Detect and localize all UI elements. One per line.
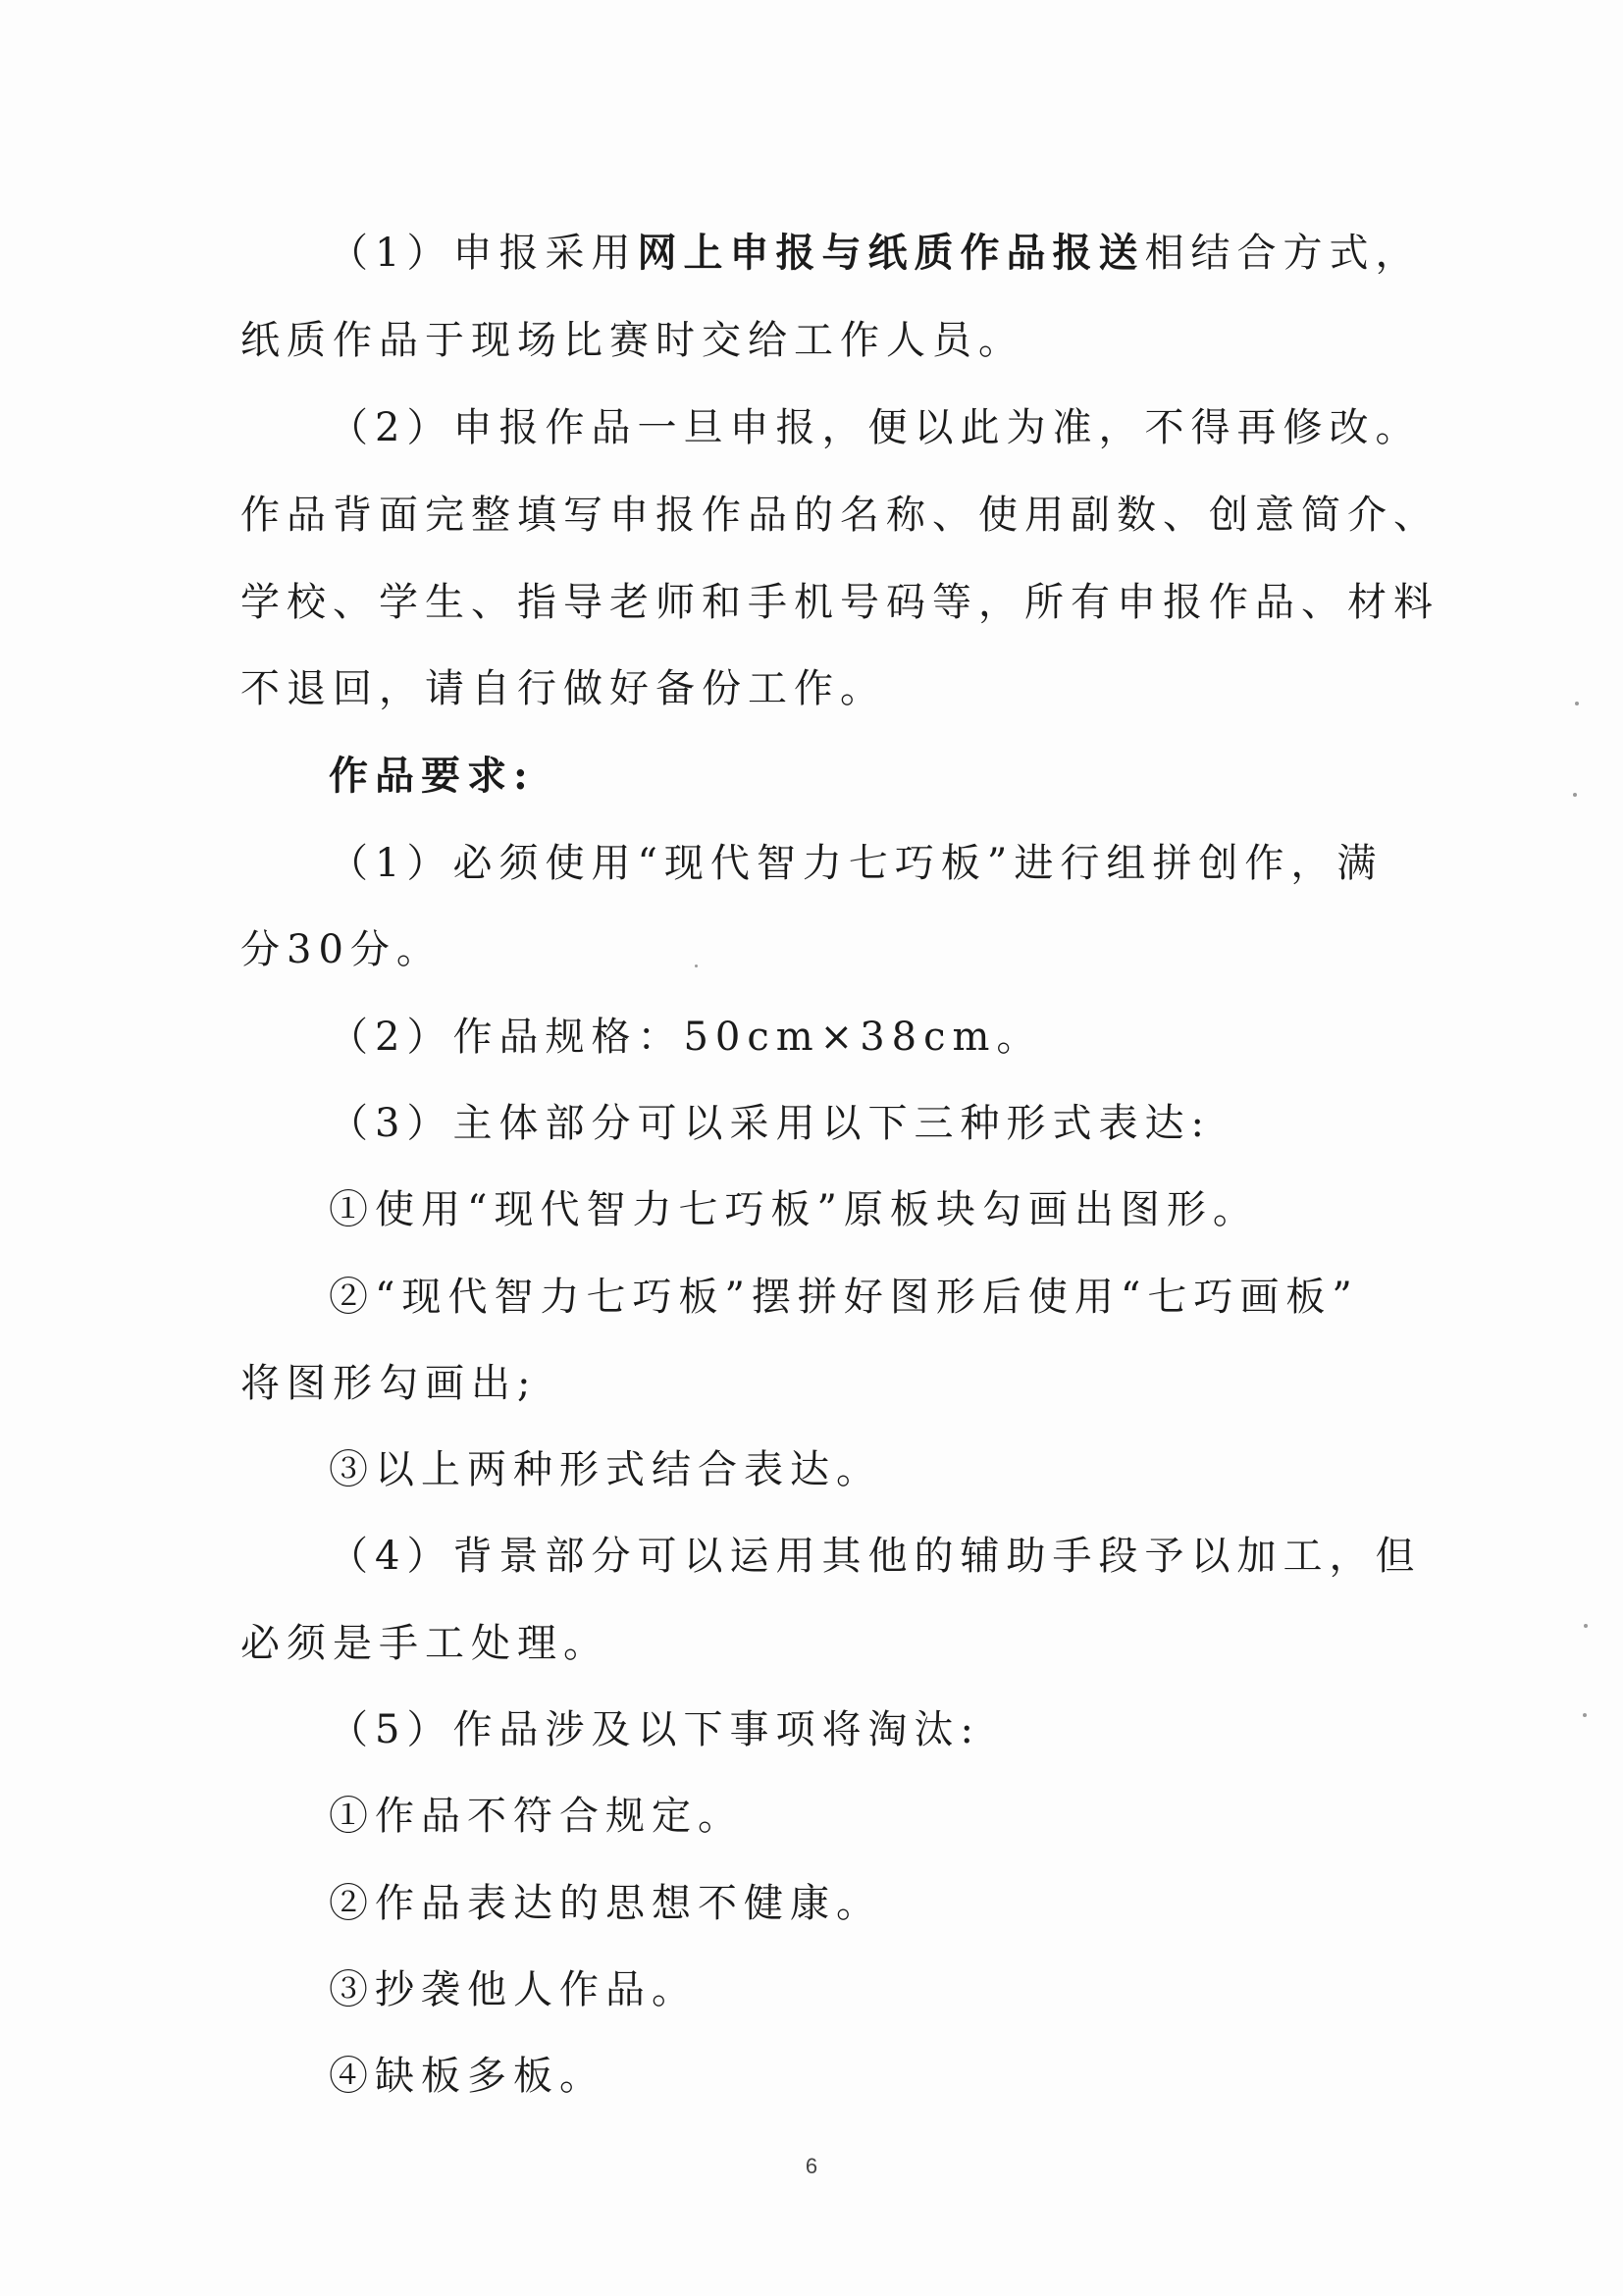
paragraph-1-line-1	[329, 230, 1421, 277]
paragraph-1-bold-phrase: 网上申报与纸质作品报送	[637, 230, 1145, 276]
scan-speck	[1584, 1624, 1588, 1628]
requirement-5-item-1: ①作品不符合规定。	[329, 1794, 744, 1839]
paragraph-2-line-1: （2）申报作品一旦申报，便以此为准，不得再修改。	[329, 405, 1422, 450]
requirement-1-line-1: （1）必须使用“现代智力七巧板”进行组拼创作，满	[329, 841, 1384, 886]
section-heading: 作品要求:	[329, 753, 535, 799]
requirement-2: （2）作品规格：50cm×38cm。	[329, 1015, 1043, 1060]
requirement-5-line-1: （5）作品涉及以下事项将淘汰:	[329, 1707, 980, 1752]
requirement-4-line-2: 必须是手工处理。	[240, 1621, 609, 1666]
requirement-3-item-2-line-1: ②“现代智力七巧板”摆拼好图形后使用“七巧画板”	[329, 1275, 1359, 1320]
paragraph-2-line-2: 作品背面完整填写申报作品的名称、使用副数、创意简介、	[240, 493, 1440, 538]
requirement-5-item-2: ②作品表达的思想不健康。	[329, 1881, 882, 1926]
scan-speck	[1573, 793, 1577, 797]
requirement-3-line-1: （3）主体部分可以采用以下三种形式表达:	[329, 1101, 1211, 1146]
paragraph-2-line-4: 不退回，请自行做好备份工作。	[240, 666, 886, 711]
paragraph-2-line-3: 学校、学生、指导老师和手机号码等，所有申报作品、材料	[240, 580, 1440, 625]
requirement-1-line-2: 分30分。	[240, 927, 443, 972]
paragraph-1-prefix: （1）申报采用	[329, 231, 638, 276]
scan-speck	[1575, 702, 1579, 705]
paragraph-1-line-2: 纸质作品于现场比赛时交给工作人员。	[240, 318, 1024, 363]
page-number: 6	[805, 2154, 818, 2178]
requirement-3-item-3: ③以上两种形式结合表达。	[329, 1447, 882, 1492]
paragraph-1-suffix: 相结合方式，	[1144, 231, 1422, 276]
scan-speck	[695, 965, 698, 967]
requirement-3-item-1: ①使用“现代智力七巧板”原板块勾画出图形。	[329, 1187, 1259, 1232]
requirement-5-item-4: ④缺板多板。	[329, 2054, 605, 2099]
requirement-3-item-2-line-2: 将图形勾画出;	[240, 1361, 538, 1406]
requirement-5-item-3: ③抄袭他人作品。	[329, 1967, 698, 2012]
scan-speck	[1583, 1713, 1587, 1717]
requirement-4-line-1: （4）背景部分可以运用其他的辅助手段予以加工，但	[329, 1534, 1422, 1579]
